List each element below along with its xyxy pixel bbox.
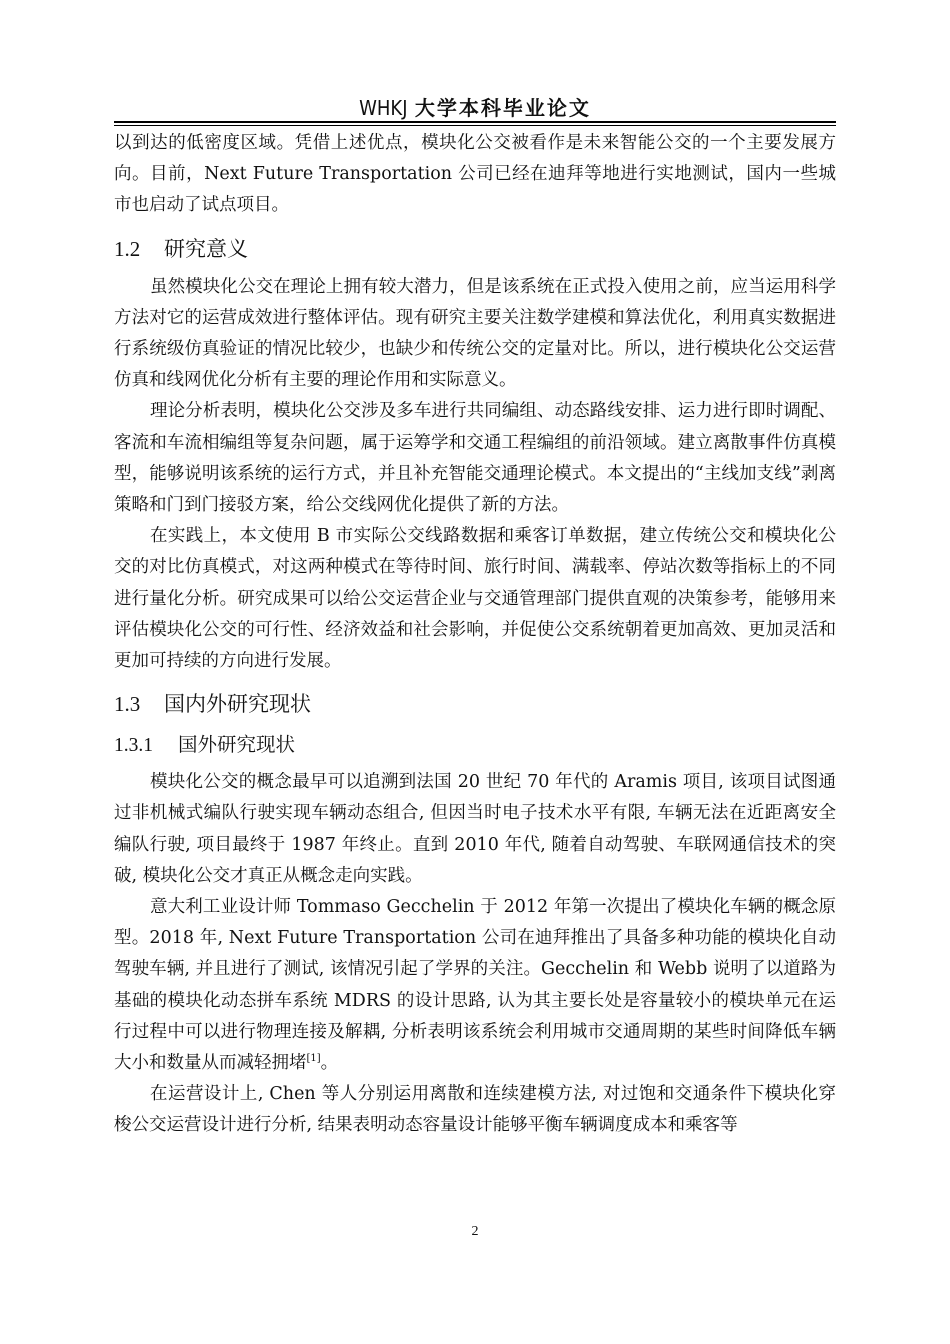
subsection-number: 1.3.1 bbox=[114, 735, 153, 757]
section-heading-1-2 bbox=[114, 235, 836, 263]
header-rule bbox=[114, 121, 836, 126]
page-body bbox=[114, 128, 836, 1142]
header-brand: WHKJ bbox=[359, 96, 408, 120]
subsection-heading-1-3-1 bbox=[114, 732, 836, 759]
page-header bbox=[114, 92, 836, 121]
paragraph-continued: 以到达的低密度区域。凭借上述优点，模块化公交被看作是未来智能公交的一个主要发展方向。目前，Next Future Transportation 公司已经在迪拜等地进行实地测试，国内一些城市也启动了试点项目。 bbox=[114, 133, 836, 216]
section-heading-1-3 bbox=[114, 690, 836, 718]
subsection-title: 国外研究现状 bbox=[178, 733, 296, 757]
page-number: 2 bbox=[471, 1224, 479, 1239]
paragraph: 理论分析表明，模块化公交涉及多车进行共同编组、动态路线安排、运力进行即时调配、客流和车流相编组等复杂问题，属于运筹学和交通工程编组的前沿领域。建立离散事件仿真模型，能够说明该系统的运行方式，并且补充智能交通理论模式。本文提出的“主线加支线”剥离策略和门到门接驳方案，给公交线网优化提供了新的方法。 bbox=[114, 401, 836, 516]
citation-ref[interactable]: [1] bbox=[306, 1053, 321, 1065]
paragraph: 模块化公交的概念最早可以追溯到法国 20 世纪 70 年代的 Aramis 项目, 该项目试图通过非机械式编队行驶实现车辆动态组合, 但因当时电子技术水平有限, 车辆无法在近距离安全编队行驶, 项目最终于 1987 年终止。直到 2010 年代, 随着自动驾驶、车联网通信技术的突破, 模块化公交才真正从概念走向实践。 bbox=[114, 772, 836, 886]
section-title: 研究意义 bbox=[164, 236, 248, 261]
paragraph bbox=[114, 892, 836, 1079]
section-title: 国内外研究现状 bbox=[164, 692, 311, 717]
section-number: 1.2 bbox=[114, 236, 141, 261]
paragraph: 在运营设计上, Chen 等人分别运用离散和连续建模方法, 对过饱和交通条件下模块化穿梭公交运营设计进行分析, 结果表明动态容量设计能够平衡车辆调度成本和乘客等 bbox=[114, 1084, 836, 1136]
paragraph-text: 意大利工业设计师 Tommaso Gecchelin 于 2012 年第一次提出了模块化车辆的概念原型。2018 年, Next Future Transportation 公司在迪拜推出了具备多种功能的模块化自动驾驶车辆, 并且进行了测试, 该情况引起了学界的关注。Gecchelin 和 Webb 说明了以道路为基础的模块化动态拼车系统 MDRS 的设计思路, 认为其主要长处是容量较小的模块单元在运行过程中可以进行物理连接及解耦, 分析表明该系统会利用城市交通周期的某些时间降低车辆大小和数量从而减轻拥堵 bbox=[114, 897, 836, 1074]
paragraph: 在实践上，本文使用 B 市实际公交线路数据和乘客订单数据，建立传统公交和模块化公交的对比仿真模式，对这两种模式在等待时间、旅行时间、满载率、停站次数等指标上的不同进行量化分析。研究成果可以给公交运营企业与交通管理部门提供直观的决策参考，能够用来评估模块化公交的可行性、经济效益和社会影响，并促使公交系统朝着更加高效、更加灵活和更加可持续的方向进行发展。 bbox=[114, 526, 836, 672]
paragraph: 虽然模块化公交在理论上拥有较大潜力，但是该系统在正式投入使用之前，应当运用科学方法对它的运营成效进行整体评估。现有研究主要关注数学建模和算法优化，利用真实数据进行系统级仿真验证的情况比较少，也缺少和传统公交的定量对比。所以，进行模块化公交运营仿真和线网优化分析有主要的理论作用和实际意义。 bbox=[114, 276, 836, 391]
header-title: 大学本科毕业论文 bbox=[414, 96, 591, 120]
section-number: 1.3 bbox=[114, 692, 141, 717]
paragraph-end: 。 bbox=[320, 1053, 339, 1074]
